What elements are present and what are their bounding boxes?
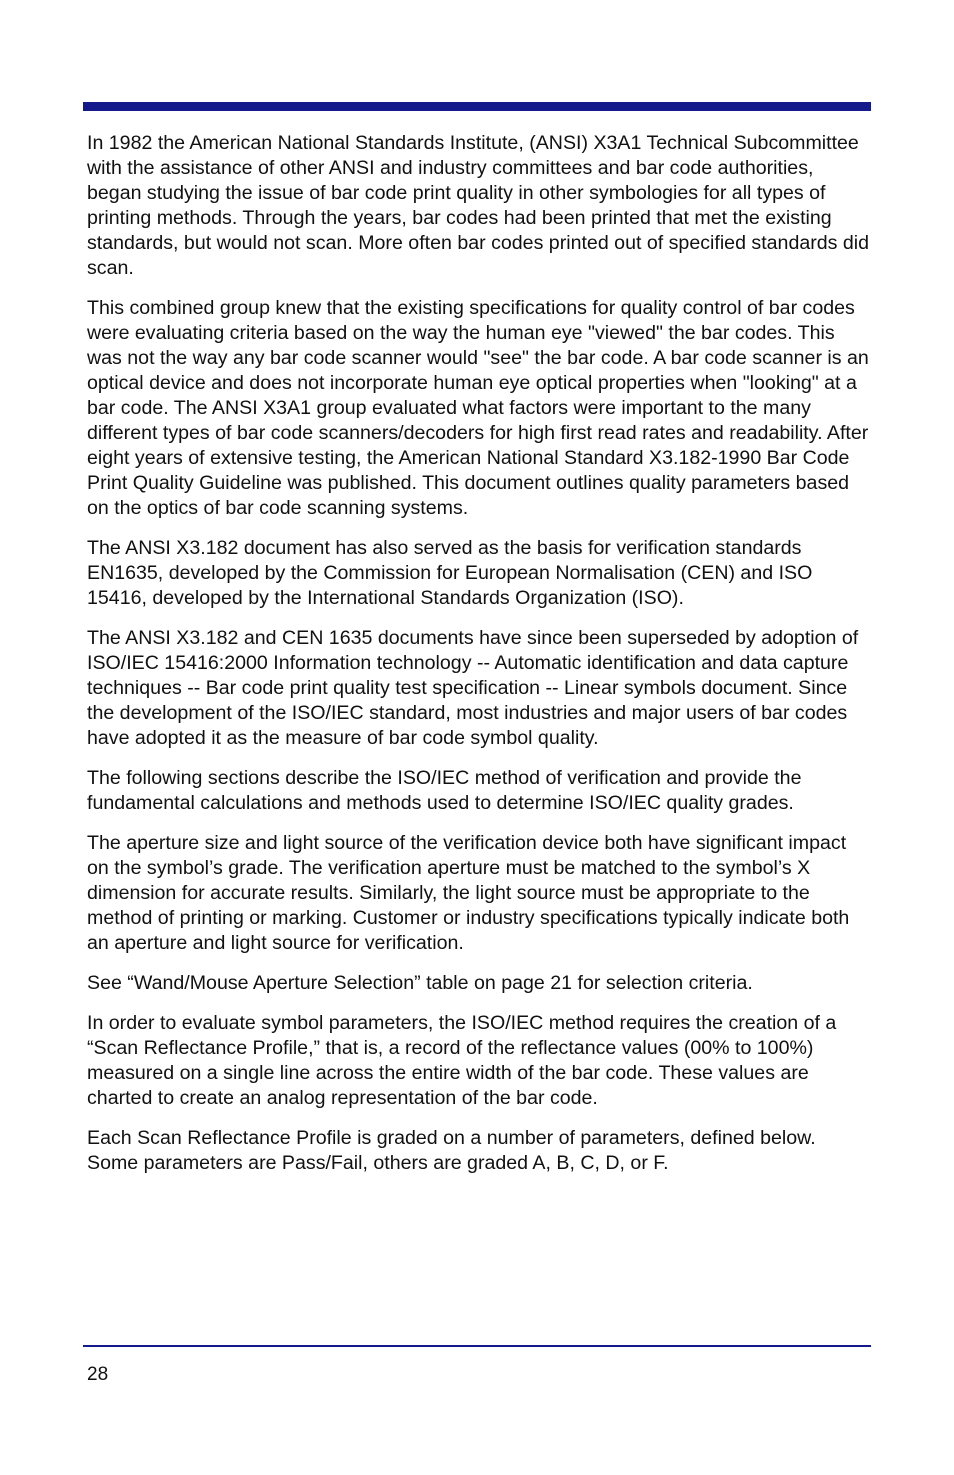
paragraph-verification-standards: The ANSI X3.182 document has also served as the basis for verification standards EN1635, developed by the Commission for European Normalisation (CEN) and ISO 15416, developed by the International Standards Organization (ISO).: [87, 537, 813, 609]
footer-rule: [83, 1345, 871, 1347]
paragraph-aperture-table-reference: See “Wand/Mouse Aperture Selection” table on page 21 for selection criteria.: [87, 972, 753, 994]
header-rule: [83, 102, 871, 111]
paragraph-scan-reflectance-profile: In order to evaluate symbol parameters, the ISO/IEC method requires the creation of a “Scan Reflectance Profile,” that is, a record of the reflectance values (00% to 100%) measured on a single line across the entire width of the bar code. These values are charted to create an analog representation of the bar code.: [87, 1012, 837, 1109]
paragraph-human-eye-criteria: This combined group knew that the existing specifications for quality control of bar codes were evaluating criteria based on the way the human eye "viewed" the bar codes. This was not the way any bar code scanner would "see" the bar code. A bar code scanner is an optical device and does not incorporate human eye optical properties when "looking" at a bar code. The ANSI X3A1 group evaluated what factors were important to the many different types of bar code scanners/decoders for high first read rates and readability. After eight years of extensive testing, the American National Standard X3.182-1990 Bar Code Print Quality Guideline was published. This document outlines quality parameters based on the optics of bar code scanning systems.: [87, 297, 869, 519]
page-number: 28: [87, 1364, 109, 1385]
paragraph-aperture-light-source: The aperture size and light source of the verification device both have significant impact on the symbol’s grade. The verification aperture must be matched to the symbol’s X dimension for accurate results. Similarly, the light source must be appropriate to the method of printing or marking. Customer or industry specifications typically indicate both an aperture and light source for verification.: [87, 832, 850, 954]
body-text: [87, 131, 871, 1191]
paragraph-following-sections: The following sections describe the ISO/IEC method of verification and provide the fundamental calculations and methods used to determine ISO/IEC quality grades.: [87, 767, 802, 814]
paragraph-iso-iec-adoption: The ANSI X3.182 and CEN 1635 documents have since been superseded by adoption of ISO/IEC 15416:2000 Information technology -- Automatic identification and data capture techniques -- Bar code print quality test specification -- Linear symbols document. Since the development of the ISO/IEC standard, most industries and major users of bar codes have adopted it as the measure of bar code symbol quality.: [87, 627, 859, 749]
paragraph-ansi-history: In 1982 the American National Standards Institute, (ANSI) X3A1 Technical Subcommittee with the assistance of other ANSI and industry committees and bar code authorities, began studying the issue of bar code print quality in other symbologies for all types of printing methods. Through the years, bar codes had been printed that met the existing standards, but would not scan. More often bar codes printed out of specified standards did scan.: [87, 132, 870, 279]
paragraph-grading-parameters: Each Scan Reflectance Profile is graded on a number of parameters, defined below. Some parameters are Pass/Fail, others are graded A, B, C, D, or F.: [87, 1127, 816, 1174]
